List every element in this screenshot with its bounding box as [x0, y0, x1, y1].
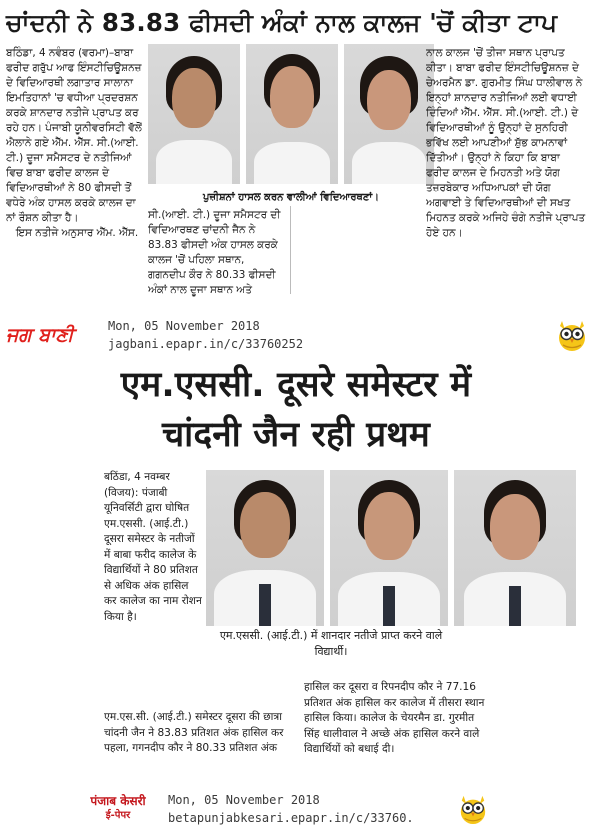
article2-photo-3: [454, 470, 576, 626]
article1-col-left: [6, 46, 142, 241]
article1-col-right: ਨਾਲ ਕਾਲਜ 'ਚੋਂ ਤੀਜਾ ਸਥਾਨ ਪ੍ਰਾਪਤ ਕੀਤਾ। ਬਾਬਾ ਫਰੀਦ ਇੰਸਟੀਚਿਊਸ਼ਨਜ਼ ਦੇ ਚੇਅਰਮੈਨ ਡਾ. ਗੁਰਮੀਤ ਸਿੰਘ ਧਾਲੀਵਾਲ ਨੇ ਇਨ੍ਹਾਂ ਸ਼ਾਨਦਾਰ ਨਤੀਜਿਆਂ ਲਈ ਵਧਾਈ ਦਿੰਦਿਆਂ ਐੱਮ. ਐੱਸ. ਸੀ.(ਆਈ. ਟੀ.) ਦੇ ਵਿਦਿਆਰਥੀਆਂ ਨੂੰ ਉਨ੍ਹਾਂ ਦੇ ਸੁਨਹਿਰੀ ਭਵਿੱਖ ਲਈ ਆਪਣੀਆਂ ਸ਼ੁੱਭ ਕਾਮਨਾਵਾਂ ਦਿੱਤੀਆਂ। ਉਨ੍ਹਾਂ ਨੇ ਕਿਹਾ ਕਿ ਬਾਬਾ ਫਰੀਦ ਕਾਲਜ ਦੇ ਮਿਹਨਤੀ ਅਤੇ ਯੋਗ ਤਜ਼ਰਬੇਕਾਰ ਅਧਿਆਪਕਾਂ ਦੀ ਯੋਗ ਅਗਵਾਈ ਤੇ ਵਿਦਿਆਰਥੀਆਂ ਦੀ ਸਖਤ ਮਿਹਨਤ ਕਰਕੇ ਅਜਿਹੇ ਚੰਗੇ ਨਤੀਜੇ ਪ੍ਰਾਪਤ ਹੋਏ ਹਨ।: [426, 47, 586, 239]
article1-photo-2: [246, 44, 338, 184]
article1-column-divider: [290, 206, 291, 294]
article1-col-left-para1: ਬਠਿੰਡਾ, 4 ਨਵੰਬਰ (ਵਰਮਾ)–ਬਾਬਾ ਫਰੀਦ ਗਰੁੱਪ ਆਫ ਇੰਸਟੀਚਿਊਸ਼ਨਜ਼ ਦੇ ਵਿਦਿਆਰਥੀ ਲਗਾਤਾਰ ਸਾਲਾਨਾ ਇਮਤਿਹਾਨਾਂ 'ਚ ਵਧੀਆ ਪ੍ਰਦਰਸ਼ਨ ਕਰਕੇ ਸ਼ਾਨਦਾਰ ਨਤੀਜੇ ਪ੍ਰਾਪਤ ਕਰ ਰਹੇ ਹਨ। ਪੰਜਾਬੀ ਯੂਨੀਵਰਸਿਟੀ ਵੱਲੋਂ ਐਲਾਨੇ ਗਏ ਐੱਮ. ਐੱਸ. ਸੀ.(ਆਈ. ਟੀ.) ਦੂਜਾ ਸਮੈਸਟਰ ਦੇ ਨਤੀਜਿਆਂ ਵਿਚ ਬਾਬਾ ਫਰੀਦ ਕਾਲਜ ਦੇ ਵਿਦਿਆਰਥੀਆਂ ਨੇ 80 ਫੀਸਦੀ ਤੋਂ ਵਧੇਰੇ ਅੰਕ ਹਾਸਲ ਕਰਕੇ ਕਾਲਜ ਦਾ ਨਾਂ ਰੌਸ਼ਨ ਕੀਤਾ ਹੈ।: [6, 47, 142, 224]
punjabkesari-logo-sub: ई-पेपर: [105, 810, 131, 821]
article1-col-mid: ਸੀ.(ਆਈ. ਟੀ.) ਦੂਜਾ ਸਮੈਸਟਰ ਦੀ ਵਿਦਿਆਰਥਣ ਚਾਂਦਨੀ ਜੈਨ ਨੇ 83.83 ਫੀਸਦੀ ਅੰਕ ਹਾਸਲ ਕਰਕੇ ਕਾਲਜ 'ਚੋਂ ਪਹਿਲਾ ਸਥਾਨ, ਗਗਨਦੀਪ ਕੌਰ ਨੇ 80.33 ਫੀਸਦੀ ਅੰਕਾਂ ਨਾਲ ਦੂਜਾ ਸਥਾਨ ਅਤੇ: [148, 209, 281, 296]
article1-source-url: jagbani.epapr.in/c/33760252: [108, 337, 304, 351]
article1-photo-1: [148, 44, 240, 184]
jagbani-logo: [6, 322, 104, 348]
punjabkesari-logo: [76, 794, 160, 826]
article2-photo-1: [206, 470, 324, 626]
jagbani-logo-text: ਜਗ ਬਾਣੀ: [6, 324, 74, 346]
article2-photo-strip: [206, 470, 576, 626]
article1-photo-strip: [148, 44, 434, 192]
article2-photo-2: [330, 470, 448, 626]
article2-photo-caption: एम.एससी. (आई.टी.) में शानदार नतीजे प्राप्त करने वाले विद्यार्थी।: [206, 628, 456, 662]
article2-headline-line2: चांदनी जैन रही प्रथम: [161, 415, 431, 455]
punjabkesari-logo-name: पंजाब केसरी: [90, 794, 146, 808]
article1-headline: ਚਾਂਦਨੀ ਨੇ 83.83 ਫੀਸਦੀ ਅੰਕਾਂ ਨਾਲ ਕਾਲਜ 'ਚੋਂ ਕੀਤਾ ਟਾਪ: [6, 8, 558, 37]
article2-col-right: हासिल कर दूसरा व रिपनदीप कौर ने 77.16 प्रतिशत अंक हासिल कर कालेज में तीसरा स्थान हासिल किया। कालेज के चेयरमैन डा. गुरमीत सिंह धालीवाल ने अच्छे अंक हासिल करने वाले विद्यार्थियों को बधाई दी।: [304, 681, 485, 755]
article1-source-date: Mon, 05 November 2018: [108, 319, 260, 333]
article1-photo-3: [344, 44, 434, 184]
article2-headline-line1: एम.एससी. दूसरे समेस्टर में: [120, 365, 472, 405]
article1-photo-caption: ਪੁਜ਼ੀਸ਼ਨਾਂ ਹਾਸਲ ਕਰਨ ਵਾਲੀਆਂ ਵਿਦਿਆਰਥਣਾਂ।: [203, 192, 379, 203]
article1-col-left-para2: ਇਸ ਨਤੀਜੇ ਅਨੁਸਾਰ ਐੱਮ. ਐੱਸ.: [16, 227, 139, 239]
owl-icon: [556, 318, 588, 352]
article2-source-url: betapunjabkesari.epapr.in/c/33760.: [168, 811, 414, 825]
owl-icon: [458, 793, 488, 825]
article2-col-left-wide: एम.एस.सी. (आई.टी.) समेस्टर दूसरा की छात्रा चांदनी जैन ने 83.83 प्रतिशत अंक हासिल कर पहला, गगनदीप कौर ने 80.33 प्रतिशत अंक: [104, 711, 284, 754]
article2-col-left-para1: बठिंडा, 4 नवम्बर (विजय): पंजाबी यूनिवर्सिटी द्वारा घोषित एम.एससी. (आई.टी.) दूसरा समेस्टर के नतीजों में बाबा फरीद कालेज के विद्यार्थियों ने 80 प्रतिशत से अधिक अंक हासिल कर कालेज का नाम रोशन किया है।: [104, 471, 202, 623]
article2-source-date: Mon, 05 November 2018: [168, 793, 320, 807]
